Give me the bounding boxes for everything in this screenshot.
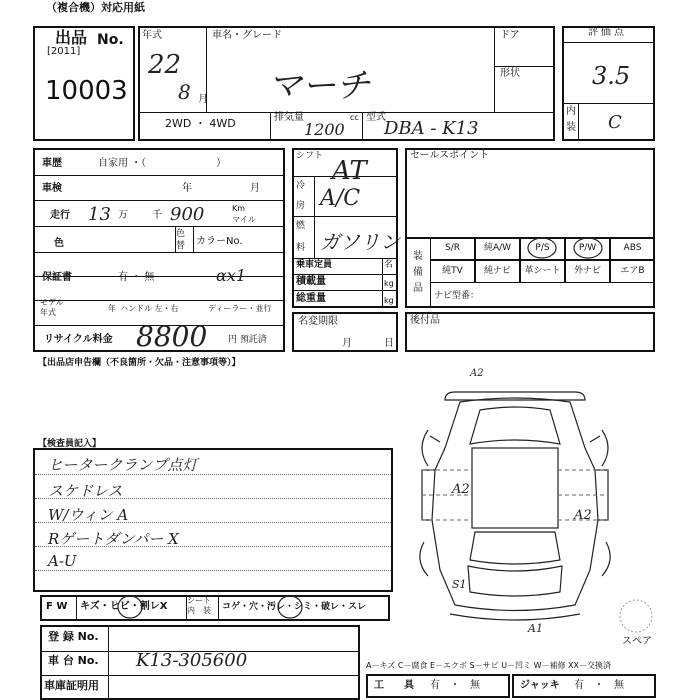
- name-value: マーチ: [268, 66, 370, 106]
- fuel-label-b: 料: [296, 243, 306, 253]
- mile-unit: マイル: [232, 215, 256, 224]
- fw-items: キズ・ヒビ・割レX: [80, 601, 168, 612]
- month-unit: 月: [198, 94, 208, 105]
- fw-label: F W: [46, 601, 68, 612]
- drive-label: 2WD ・ 4WD: [165, 117, 236, 130]
- tools-label: 工 具: [374, 680, 414, 691]
- model-year-label-a: モデル: [40, 298, 64, 307]
- chassis-value: K13-305600: [136, 650, 248, 671]
- color-change-b: 替: [176, 241, 186, 251]
- cc-unit: cc: [350, 113, 359, 122]
- ac-value: A/C: [320, 186, 361, 211]
- warranty-note: αx1: [216, 266, 247, 285]
- load-unit: kg: [384, 279, 394, 288]
- mileage-rest-value: 900: [170, 204, 205, 225]
- inspector-label: 【検査員記入】: [38, 439, 102, 449]
- displacement-label: 排気量: [274, 112, 304, 123]
- lot-number: 10003: [45, 76, 128, 106]
- interior-label-a: 内: [566, 106, 576, 117]
- inspector-note-2: スケドレス: [48, 482, 123, 500]
- aftermarket-box: [405, 312, 655, 352]
- model-year-unit: 年: [108, 304, 116, 313]
- inspection-label: 車検: [42, 183, 62, 194]
- inspector-note-1: ヒータークランプ点灯: [48, 456, 198, 474]
- aftermarket-label: 後付品: [410, 315, 440, 326]
- option-leather-seat: 革シート: [520, 260, 565, 283]
- inspection-month-unit: 月: [250, 183, 260, 194]
- seat-label-b: 内 装: [187, 606, 211, 615]
- seat-items: コゲ・穴・汚レ・シミ・破レ・スレ: [222, 602, 367, 612]
- form-top-note: （複合機）対応用紙: [46, 1, 145, 14]
- color-no-label: カラーNo.: [196, 236, 243, 247]
- handle-label: ハンドル 左・右: [120, 304, 179, 313]
- model-year-label-b: 年式: [40, 308, 56, 317]
- model-value: DBA - K13: [384, 118, 479, 139]
- history-label: 車歴: [42, 158, 62, 169]
- lot-no-label: No.: [97, 32, 124, 48]
- color-label: 色: [54, 238, 64, 249]
- fuel-value: ガソリン: [320, 230, 400, 254]
- option-genuine-tv: 純TV: [430, 260, 475, 283]
- car-body-diagram: [410, 370, 620, 632]
- tools-value: 有 ・ 無: [430, 680, 480, 691]
- mileage-label: 走行: [50, 210, 70, 221]
- score-value: 3.5: [592, 62, 631, 90]
- inspector-note-3: W/ウィン A: [48, 506, 129, 524]
- option-power-window: P/W: [565, 237, 610, 260]
- warranty-value: 有 ・ 無: [118, 272, 155, 283]
- gross-unit: kg: [384, 296, 394, 305]
- option-sunroof: S/R: [430, 237, 475, 260]
- shape-label: 形状: [500, 68, 520, 79]
- option-alloy-wheel: 純A/W: [475, 237, 520, 260]
- damage-legend: A－キズ C－腐食 E－エクボ S－サビ U－凹ミ W－補修 XX－交換済: [366, 661, 612, 670]
- load-label: 積載量: [296, 276, 326, 287]
- fuel-label-a: 燃: [296, 221, 306, 231]
- options-label-b: 備: [413, 267, 423, 278]
- deadline-month-unit: 月: [342, 338, 352, 349]
- dealer-label: ディーラー・並行: [208, 304, 272, 313]
- gross-label: 総重量: [296, 293, 326, 304]
- recycle-label: リサイクル料金: [44, 334, 113, 345]
- mileage-man-value: 13: [88, 204, 111, 225]
- spare-tire-icon: [616, 598, 656, 634]
- option-abs: ABS: [610, 237, 655, 260]
- option-power-steering: P/S: [520, 237, 565, 260]
- year-value: 22: [148, 50, 182, 80]
- spare-label: スペア: [622, 636, 652, 647]
- jack-label: ジャッキ: [520, 680, 560, 691]
- inspection-year-unit: 年: [182, 183, 192, 194]
- recycle-amount: 8800: [136, 320, 208, 353]
- lot-label: 出品: [55, 28, 88, 47]
- km-unit: Km: [232, 204, 246, 213]
- deadline-label: 名変期限: [298, 316, 338, 327]
- damage-mark-rear: A1: [528, 622, 543, 635]
- history-value: 自家用 ・（ ）: [98, 158, 227, 169]
- shift-label: シフト: [296, 151, 324, 161]
- damage-mark-rear-left: S1: [452, 578, 467, 591]
- inspector-note-4: Rゲートダンパー X: [48, 530, 179, 548]
- navi-model-label: ナビ型番：: [434, 291, 480, 301]
- year-label: 年式: [142, 30, 162, 41]
- shift-value: AT: [332, 156, 367, 186]
- chassis-label: 車 台 No.: [48, 654, 99, 667]
- declaration-label: 【出品店申告欄（不良箇所・欠品・注意事項等）】: [38, 358, 241, 368]
- lot-box: [33, 26, 135, 141]
- reg-label: 登 録 No.: [48, 630, 99, 643]
- capacity-unit: 名: [384, 260, 394, 270]
- capacity-label: 乗車定員: [296, 260, 333, 270]
- mileage-man-unit: 万: [118, 210, 128, 221]
- interior-value: C: [608, 112, 622, 133]
- interior-label-b: 装: [566, 122, 576, 133]
- jack-value: 有 ・ 無: [574, 680, 624, 691]
- option-circle-marks: [520, 236, 612, 262]
- month-value: 8: [178, 80, 191, 104]
- ac-label-a: 冷: [296, 181, 306, 191]
- inspector-note-5: A-U: [48, 552, 77, 570]
- name-label: 車名・グレード: [212, 30, 282, 41]
- displacement-value: 1200: [304, 120, 345, 139]
- score-label: 評価点: [588, 27, 627, 38]
- damage-mark-front: A2: [470, 368, 484, 379]
- option-airbag: エアB: [610, 260, 655, 283]
- options-label-c: 品: [413, 283, 423, 294]
- damage-mark-right: A2: [574, 508, 592, 523]
- option-aftermarket-navi: 外ナビ: [565, 260, 610, 283]
- recycle-unit: 円 預託済: [228, 335, 267, 345]
- damage-mark-left: A2: [452, 482, 470, 497]
- lot-year-code: [2011]: [47, 46, 81, 57]
- mileage-sen-unit: 千: [152, 210, 162, 221]
- door-label: ドア: [500, 30, 520, 41]
- options-label-a: 装: [413, 251, 423, 262]
- option-genuine-navi: 純ナビ: [475, 260, 520, 283]
- sales-point-label: セールスポイント: [410, 150, 490, 161]
- warranty-label: 保証書: [42, 272, 72, 283]
- deadline-day-unit: 日: [384, 338, 394, 349]
- ac-label-b: 房: [296, 201, 306, 211]
- condition-circle-marks: [40, 590, 390, 624]
- color-change-a: 色: [176, 229, 186, 239]
- model-label: 型式: [366, 112, 386, 123]
- seat-label-a: シート: [187, 596, 211, 605]
- cert-label: 車庫証明用: [44, 679, 99, 692]
